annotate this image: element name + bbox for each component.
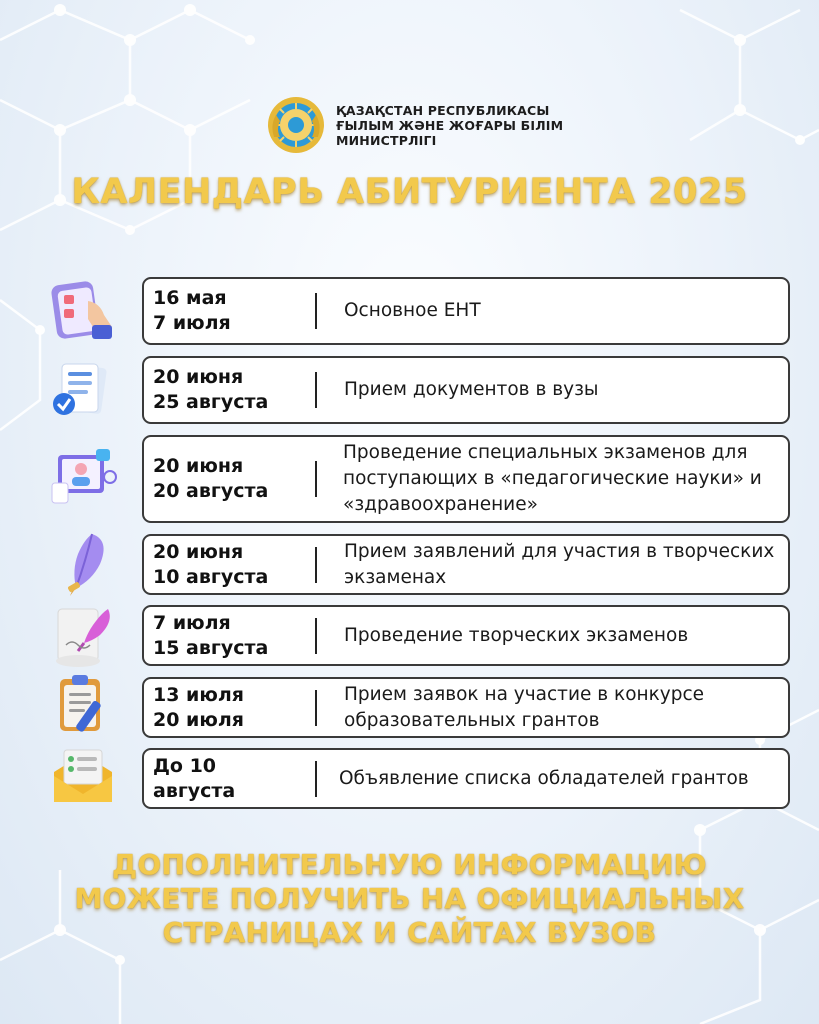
date-start: 7 июля bbox=[153, 611, 231, 634]
ministry-header bbox=[266, 92, 563, 158]
event-description: Прием заявок на участие в конкурсе образовательных грантов bbox=[344, 683, 705, 731]
date-end: 10 августа bbox=[153, 565, 269, 588]
online-profile-icon bbox=[48, 443, 118, 513]
checklist-envelope-icon bbox=[48, 742, 118, 812]
event-description: Проведение специальных экзаменов для поступающих в «педагогические науки» и «здравоохранение» bbox=[343, 442, 762, 515]
event-description: Прием заявлений для участия в творческих экзаменах bbox=[344, 540, 775, 588]
date-start: До 10 bbox=[153, 754, 217, 777]
schedule-card bbox=[142, 277, 790, 345]
ministry-name-line-1: ҚАЗАҚСТАН РЕСПУБЛИКАСЫ bbox=[336, 102, 550, 118]
schedule-card bbox=[142, 677, 790, 738]
event-description: Основное ЕНТ bbox=[344, 300, 481, 321]
ministry-name-line-2: ҒЫЛЫМ ЖӘНЕ ЖОҒАРЫ БІЛІМ bbox=[336, 117, 564, 133]
date-range bbox=[153, 754, 303, 804]
date-end: 7 июля bbox=[153, 312, 231, 334]
schedule-card bbox=[142, 435, 790, 523]
documents-icon bbox=[48, 356, 118, 426]
date-end: 25 августа bbox=[153, 391, 269, 413]
date-range bbox=[153, 365, 303, 415]
ministry-name-line-3: МИНИСТРЛІГІ bbox=[336, 132, 437, 148]
footer-note bbox=[0, 848, 819, 950]
card-divider bbox=[315, 461, 317, 497]
date-range bbox=[153, 540, 303, 590]
date-range bbox=[153, 454, 303, 504]
scroll-quill-icon bbox=[48, 601, 118, 671]
quill-pen-icon bbox=[48, 530, 118, 600]
date-range bbox=[153, 683, 303, 733]
date-end: 20 августа bbox=[153, 480, 269, 502]
schedule-card bbox=[142, 605, 790, 666]
clipboard-pen-icon bbox=[48, 669, 118, 739]
event-description: Объявление списка обладателей грантов bbox=[339, 767, 749, 789]
card-divider bbox=[315, 618, 317, 654]
card-divider bbox=[315, 372, 317, 408]
footer-line-1: ДОПОЛНИТЕЛЬНУЮ ИНФОРМАЦИЮ bbox=[112, 848, 707, 881]
date-end: 15 августа bbox=[153, 636, 269, 659]
date-start: 13 июля bbox=[153, 683, 244, 706]
event-description: Проведение творческих экзаменов bbox=[344, 624, 689, 646]
card-divider bbox=[315, 293, 317, 329]
date-start: 20 июня bbox=[153, 455, 244, 477]
date-range bbox=[153, 611, 303, 661]
footer-line-3: СТРАНИЦАХ И САЙТАХ ВУЗОВ bbox=[162, 916, 657, 949]
date-start: 20 июня bbox=[153, 540, 244, 563]
date-end: августа bbox=[153, 779, 236, 802]
kazakhstan-emblem-icon bbox=[266, 95, 326, 155]
schedule-card bbox=[142, 534, 790, 595]
footer-line-2: МОЖЕТЕ ПОЛУЧИТЬ НА ОФИЦИАЛЬНЫХ bbox=[74, 882, 745, 915]
card-divider bbox=[315, 761, 317, 797]
card-divider bbox=[315, 690, 317, 726]
schedule-card bbox=[142, 748, 790, 809]
page-title: КАЛЕНДАРЬ АБИТУРИЕНТА 2025 bbox=[71, 172, 748, 212]
exam-checklist-icon bbox=[48, 277, 118, 347]
event-description: Прием документов в вузы bbox=[344, 379, 599, 400]
date-range bbox=[153, 286, 303, 336]
date-start: 20 июня bbox=[153, 366, 244, 388]
date-start: 16 мая bbox=[153, 287, 227, 309]
date-end: 20 июля bbox=[153, 708, 244, 731]
card-divider bbox=[315, 547, 317, 583]
schedule-card bbox=[142, 356, 790, 424]
